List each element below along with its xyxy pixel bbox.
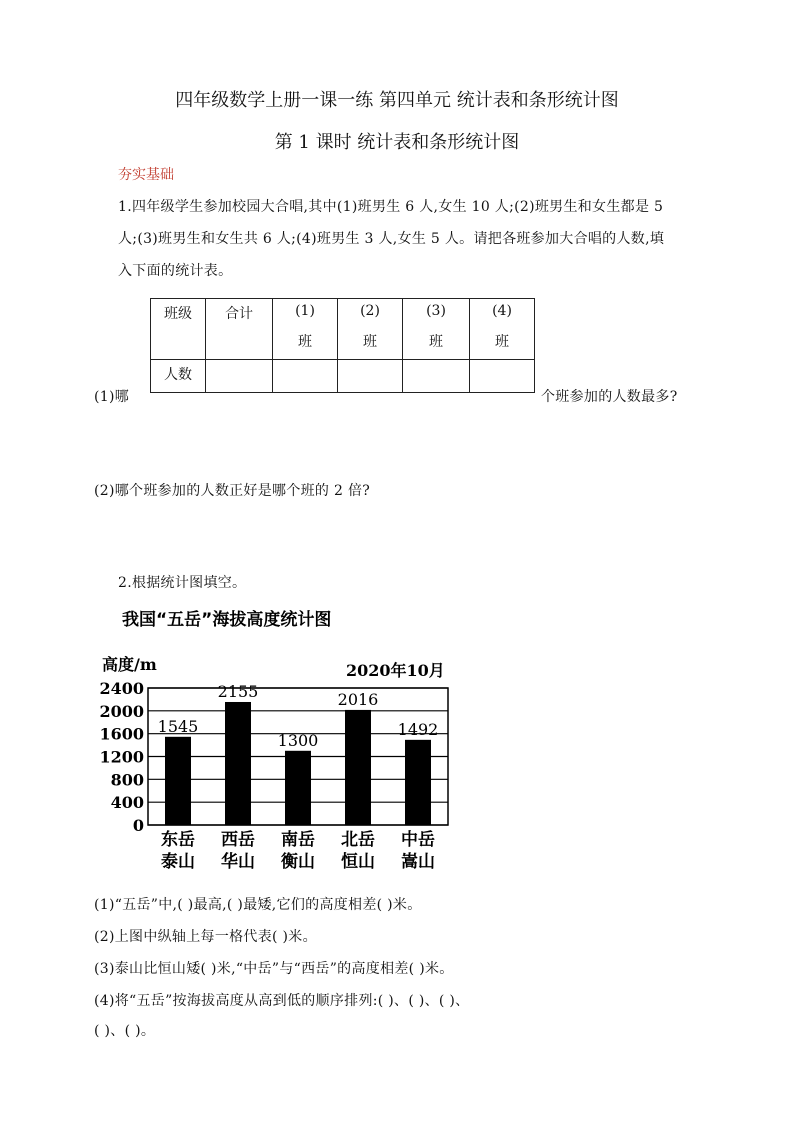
y-tick-label: 2000 — [99, 701, 144, 721]
table-cell-class-1[interactable] — [273, 360, 338, 393]
table-header-class-2: (2) 班 — [338, 299, 403, 360]
data-label: 2155 — [217, 681, 259, 701]
x-tick-label: 中岳 — [401, 830, 435, 850]
x-tick-label: 东岳 — [161, 830, 195, 850]
q2-intro: 2.根据统计图填空。 — [118, 575, 247, 591]
x-tick-sublabel: 泰山 — [161, 852, 195, 872]
q1-sub1-right: 个班参加的人数最多? — [541, 389, 678, 405]
table-header-total: 合计 — [206, 299, 273, 360]
q1-text-line2: 人;(3)班男生和女生共 6 人;(4)班男生 3 人,女生 5 人。请把各班参加大合唱的人数,填 — [118, 231, 665, 247]
data-label: 2016 — [337, 689, 379, 709]
bar — [165, 737, 191, 825]
x-tick-sublabel: 衡山 — [281, 852, 315, 872]
y-tick-label: 1200 — [99, 747, 144, 767]
x-tick-sublabel: 华山 — [221, 852, 255, 872]
table-cell-total[interactable] — [206, 360, 273, 393]
data-label: 1545 — [157, 716, 199, 736]
data-label: 1492 — [397, 719, 439, 739]
section-label: 夯实基础 — [118, 167, 174, 183]
q2-sub1: (1)“五岳”中,( )最高,( )最矮,它们的高度相差( )米。 — [94, 897, 422, 913]
bar — [405, 740, 431, 825]
y-tick-label: 800 — [110, 770, 144, 790]
y-tick-label: 2400 — [99, 679, 144, 698]
q1-text-line1: 1.四年级学生参加校园大合唱,其中(1)班男生 6 人,女生 10 人;(2)班男生和女生都是 5 — [118, 199, 664, 215]
x-tick-label: 北岳 — [341, 830, 375, 850]
table-cell-class-3[interactable] — [403, 360, 470, 393]
chart-date: 2020年10月 — [346, 661, 445, 680]
stat-table — [150, 298, 535, 393]
x-tick-sublabel: 嵩山 — [401, 852, 435, 872]
q2-sub2: (2)上图中纵轴上每一格代表( )米。 — [94, 929, 317, 945]
table-header-class-3: (3) 班 — [403, 299, 470, 360]
chart-ylabel: 高度/m — [102, 655, 157, 674]
bar — [345, 710, 371, 825]
y-tick-label: 400 — [110, 793, 144, 813]
q1-sub2: (2)哪个班参加的人数正好是哪个班的 2 倍? — [94, 483, 371, 499]
page-title: 四年级数学上册一课一练 第四单元 统计表和条形统计图 — [175, 90, 619, 111]
page-subtitle: 第 1 课时 统计表和条形统计图 — [274, 132, 520, 153]
bar — [225, 702, 251, 825]
chart-title: 我国“五岳”海拔高度统计图 — [122, 610, 332, 630]
x-tick-sublabel: 恒山 — [341, 852, 375, 872]
bar-chart — [90, 600, 470, 882]
table-header-class-1: (1) 班 — [273, 299, 338, 360]
table-header-class-4: (4) 班 — [470, 299, 535, 360]
q2-sub4: (4)将“五岳”按海拔高度从高到低的顺序排列:( )、( )、( )、 — [94, 993, 470, 1009]
table-cell-class-4[interactable] — [470, 360, 535, 393]
q1-text-line3: 入下面的统计表。 — [118, 263, 233, 279]
q1-sub1-left: (1)哪 — [94, 389, 130, 405]
y-tick-label: 1600 — [99, 724, 144, 744]
x-tick-label: 南岳 — [281, 830, 315, 850]
y-tick-label: 0 — [132, 816, 144, 835]
q2-sub3: (3)泰山比恒山矮( )米,“中岳”与“西岳”的高度相差( )米。 — [94, 961, 454, 977]
table-header-class: 班级 — [151, 299, 206, 360]
bar — [285, 751, 311, 825]
table-cell-class-2[interactable] — [338, 360, 403, 393]
table-row-label: 人数 — [151, 360, 206, 393]
x-tick-label: 西岳 — [221, 830, 255, 850]
q2-sub5: ( )、( )。 — [94, 1023, 156, 1039]
data-label: 1300 — [277, 730, 319, 750]
